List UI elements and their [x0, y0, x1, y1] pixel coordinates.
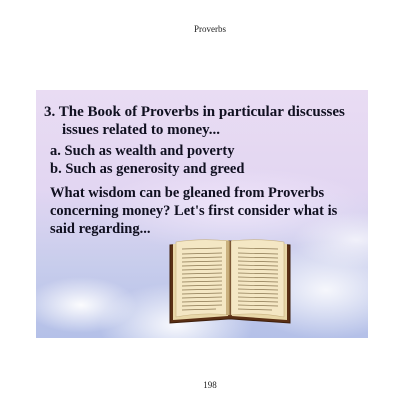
open-book-icon	[166, 235, 294, 327]
sub-point-a: a. Such as wealth and poverty	[50, 143, 235, 159]
slide	[36, 90, 368, 338]
point-3-text: 3. The Book of Proverbs in particular discusses	[44, 104, 345, 120]
page-header: Proverbs	[194, 24, 226, 34]
sub-point-b: b. Such as generosity and greed	[50, 161, 245, 177]
page-number: 198	[203, 380, 217, 390]
point-3-text-continued: issues related to money...	[62, 122, 221, 138]
question-line-1: What wisdom can be gleaned from Proverbs	[50, 185, 325, 201]
question-line-2: concerning money? Let's first consider what is	[50, 203, 338, 219]
question-line-3: said regarding...	[50, 221, 151, 237]
